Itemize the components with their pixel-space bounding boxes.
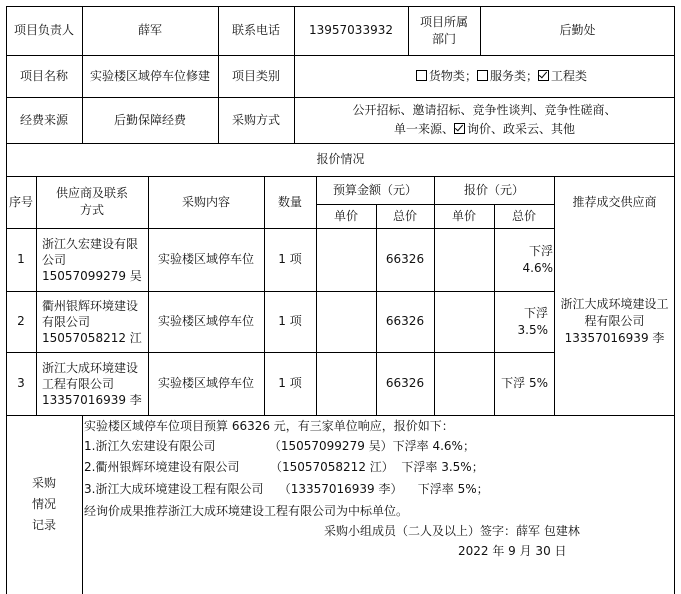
- header-supplier: 供应商及联系方式: [55, 186, 128, 217]
- dept-value: 后勤处: [559, 23, 596, 37]
- row-3-price-unit: [434, 352, 494, 415]
- row-2-price-unit: [434, 291, 494, 352]
- row-1-supplier: 浙江久宏建设有限公司 15057099279 吴: [42, 236, 142, 283]
- row-1-qty: 1 项: [278, 252, 302, 266]
- row-1-content: 实验楼区域停车位: [157, 252, 254, 266]
- record-line-2: 1.浙江久宏建设有限公司 （15057099279 吴）下浮率 4.6%；: [84, 439, 475, 453]
- method-line-1: 公开招标、邀请招标、竞争性谈判、竞争性磋商、: [352, 103, 617, 117]
- quote-section-title: 报价情况: [316, 152, 365, 166]
- method-label: 采购方式: [231, 112, 280, 127]
- row-1-seq: 1: [17, 252, 25, 266]
- services-checkbox[interactable]: [477, 70, 488, 81]
- header-price-total: 总价: [511, 208, 536, 223]
- row-3-supplier: 浙江大成环境建设工程有限公司 13357016939 李: [42, 360, 142, 407]
- phone-label: 联系电话: [231, 23, 280, 37]
- row-1-budget-total: 66326: [385, 252, 425, 266]
- method-line-2: 单一来源、 询价、政采云、其他: [393, 122, 576, 136]
- header-price-unit: 单价: [451, 208, 476, 223]
- header-recommend: 推荐成交供应商: [572, 194, 657, 209]
- record-line-4: 3.浙江大成环境建设工程有限公司 （13357016939 李） 下浮率 5%；: [84, 482, 489, 496]
- project-name-value: 实验楼区域停车位修建: [90, 68, 211, 83]
- row-3-seq: 3: [17, 376, 25, 390]
- manager-value: 薛军: [137, 23, 162, 37]
- row-1-budget-unit: [316, 228, 376, 291]
- row-2-supplier: 衢州银辉环境建设有限公司 15057058212 江: [42, 298, 142, 345]
- row-3-qty: 1 项: [278, 376, 302, 390]
- record-signers: 采购小组成员（二人及以上）签字：薛军 包建林: [324, 524, 580, 538]
- row-1-price-unit: [434, 228, 494, 291]
- header-price: 报价（元）: [463, 182, 524, 197]
- row-2-qty: 1 项: [278, 314, 302, 328]
- row-3-price-total: 下浮 5%: [501, 376, 548, 390]
- engineering-label: 工程类: [550, 68, 587, 83]
- row-2-budget-unit: [316, 291, 376, 352]
- category-label: 项目类别: [231, 68, 280, 83]
- row-2-price-total: 下浮 3.5%: [517, 305, 548, 337]
- header-seq: 序号: [8, 194, 33, 209]
- header-qty: 数量: [277, 194, 302, 209]
- goods-label: 货物类: [428, 68, 465, 83]
- category-engineering[interactable]: [538, 68, 587, 85]
- row-3-budget-unit: [316, 352, 376, 415]
- phone-value: 13957033932: [309, 23, 393, 37]
- record-line-1: 实验楼区域停车位项目预算 66326 元，有三家单位响应，报价如下：: [84, 419, 454, 433]
- header-content: 采购内容: [181, 194, 230, 209]
- header-budget-unit: 单价: [333, 208, 358, 223]
- row-2-budget-total: 66326: [385, 314, 425, 328]
- manager-label: 项目负责人: [13, 23, 74, 37]
- dept-label: 项目所属部门: [419, 14, 468, 46]
- category-options: [294, 55, 675, 97]
- category-services[interactable]: 服务类；: [477, 68, 538, 85]
- record-date: 2022 年 9 月 30 日: [458, 544, 567, 558]
- recommended-supplier: 浙江大成环境建设工程有限公司 13357016939 李: [560, 297, 669, 345]
- procurement-form: [6, 6, 675, 594]
- row-3-content: 实验楼区域停车位: [157, 376, 254, 390]
- record-line-5: 经询价成果推荐浙江大成环境建设工程有限公司为中标单位。: [84, 504, 409, 518]
- services-label: 服务类: [489, 68, 526, 83]
- funding-label: 经费来源: [19, 112, 68, 127]
- method-options: [294, 97, 675, 143]
- header-budget-total: 总价: [392, 208, 417, 223]
- row-2-content: 实验楼区域停车位: [157, 314, 254, 328]
- row-1-price-total: 下浮 4.6%: [522, 243, 553, 275]
- record-label: 采购情况记录: [31, 476, 56, 532]
- funding-value: 后勤保障经费: [113, 112, 186, 127]
- project-name-label: 项目名称: [19, 68, 68, 83]
- inquiry-checkbox[interactable]: [454, 123, 465, 134]
- category-goods[interactable]: 货物类；: [416, 68, 477, 85]
- goods-checkbox[interactable]: [416, 70, 427, 81]
- header-budget: 预算金额（元）: [332, 182, 417, 197]
- row-3-budget-total: 66326: [385, 376, 425, 390]
- record-line-3: 2.衢州银辉环境建设有限公司 （15057058212 江） 下浮率 3.5%；: [84, 460, 484, 474]
- engineering-checkbox[interactable]: [538, 70, 549, 81]
- row-2-seq: 2: [17, 314, 25, 328]
